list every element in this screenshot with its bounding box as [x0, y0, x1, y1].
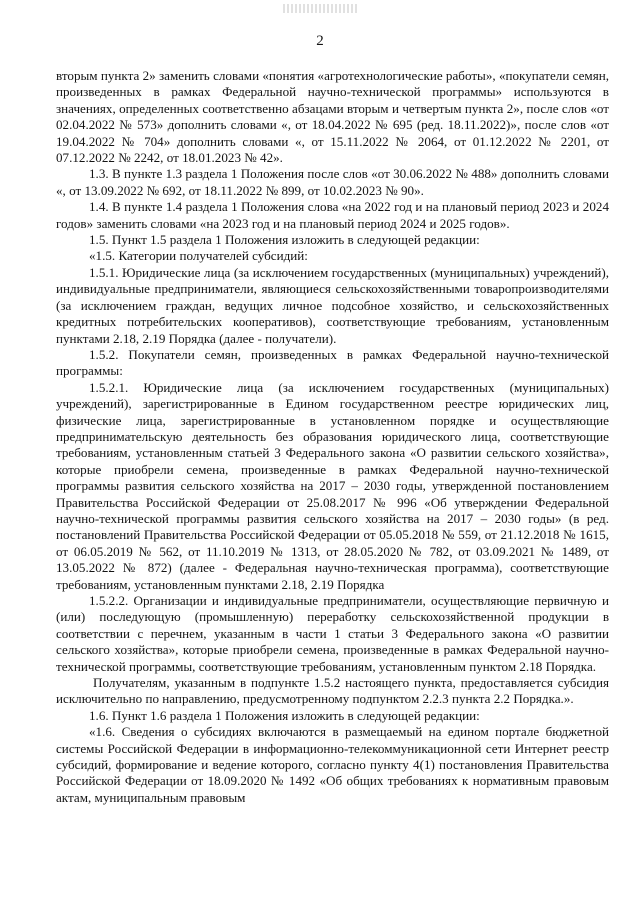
page-number: 2	[316, 33, 324, 49]
paragraph: «1.6. Сведения о субсидиях включаются в размещаемый на едином портале бюджетной системы Российской Федерации в информационно-телекоммуникационной сети Интернет реестр субсидий, формирование и ведение которого, согласно пункту 4(1) постановления Правительства Российской Федерации от 18.09.2020 № 1492 «Об общих требованиях к нормативным правовым актам, муниципальным правовым	[56, 724, 609, 805]
document-body	[56, 68, 609, 806]
paragraph: 1.5.1. Юридические лица (за исключением государственных (муниципальных) учреждений), индивидуальные предприниматели, являющиеся сельскохозяйственными товаропроизводителями (за исключением граждан, ведущих личное подсобное хозяйство, и сельскохозяйственных кредитных потребительских кооперативов), соответствующие требованиям, установленным пунктами 2.18, 2.19 Порядка (далее - получатели).	[56, 264, 609, 346]
paragraph: 1.3. В пункте 1.3 раздела 1 Положения после слов «от 30.06.2022 № 488» дополнить словами «, от 13.09.2022 № 692, от 18.11.2022 № 899, от 10.02.2023 № 90».	[56, 166, 609, 198]
paragraph: 1.6. Пункт 1.6 раздела 1 Положения изложить в следующей редакции:	[89, 707, 480, 723]
paragraph: Получателям, указанным в подпункте 1.5.2 настоящего пункта, предоставляется субсидия исключительно по направлению, предусмотренному подпунктом 2.2.3 пункта 2.2 Порядка.».	[56, 675, 609, 707]
paragraph: 1.5. Пункт 1.5 раздела 1 Положения изложить в следующей редакции:	[89, 232, 480, 248]
paragraph: вторым пункта 2» заменить словами «понятия «агротехнологические работы», «покупатели семян, произведенных в рамках Федеральной научно-технической программы» используются в значениях, определенных соответственно абзацами вторым и четвертым пункта 2», после слов «от 02.04.2022 № 573» дополнить словами «, от 18.04.2022 № 695 (ред. 18.11.2022)», после слов «от 19.04.2022 № 704» дополнить словами «, от 15.11.2022 № 2064, от 01.12.2022 № 2201, от 07.12.2022 № 2242, от 18.01.2023 № 42».	[56, 68, 609, 166]
scan-artifact	[283, 4, 357, 13]
paragraph: «1.5. Категории получателей субсидий:	[89, 248, 308, 264]
paragraph: 1.5.2.1. Юридические лица (за исключением государственных (муниципальных) учреждений), зарегистрированные в Едином государственном реестре юридических лиц, физические лица, зарегистрированные в установленном порядке и осуществляющие предпринимательскую деятельность без образования юридического лица, соответствующие требованиям, установленным статьей 3 Федерального закона «О развитии сельского хозяйства», которые приобрели семена, произведенные в рамках Федеральной научно-технической программы развития сельского хозяйства на 2017 – 2030 годы, утвержденной постановлением Правительства Российской Федерации от 25.08.2017 № 996 «Об утверждении Федеральной научно-технической программы развития сельского хозяйства на 2017 – 2030 годы» (в ред. постановлений Правительства Российской Федерации от 05.05.2018 № 559, от 21.12.2018 № 1615, от 06.05.2019 № 562, от 11.10.2019 № 1313, от 28.05.2020 № 782, от 03.09.2021 № 1489, от 13.05.2022 № 872) (далее - Федеральная научно-техническая программа), соответствующие требованиям, установленным пунктами 2.18, 2.19 Порядка	[56, 379, 609, 592]
paragraph: 1.4. В пункте 1.4 раздела 1 Положения слова «на 2022 год и на плановый период 2023 и 2024 годов» заменить словами «на 2023 год и на плановый период 2024 и 2025 годов».	[56, 199, 609, 231]
paragraph: 1.5.2. Покупатели семян, произведенных в рамках Федеральной научно-технической программы:	[56, 346, 609, 379]
paragraph: 1.5.2.2. Организации и индивидуальные предприниматели, осуществляющие первичную и (или) последующую (промышленную) переработку сельскохозяйственной продукции в соответствии с перечнем, указанным в части 1 статьи 3 Федерального закона «О развитии сельского хозяйства», которые приобрели семена, произведенные в рамках Федеральной научно-технической программы, соответствующие требованиям, установленным пунктом 2.18 Порядка.	[56, 593, 609, 674]
